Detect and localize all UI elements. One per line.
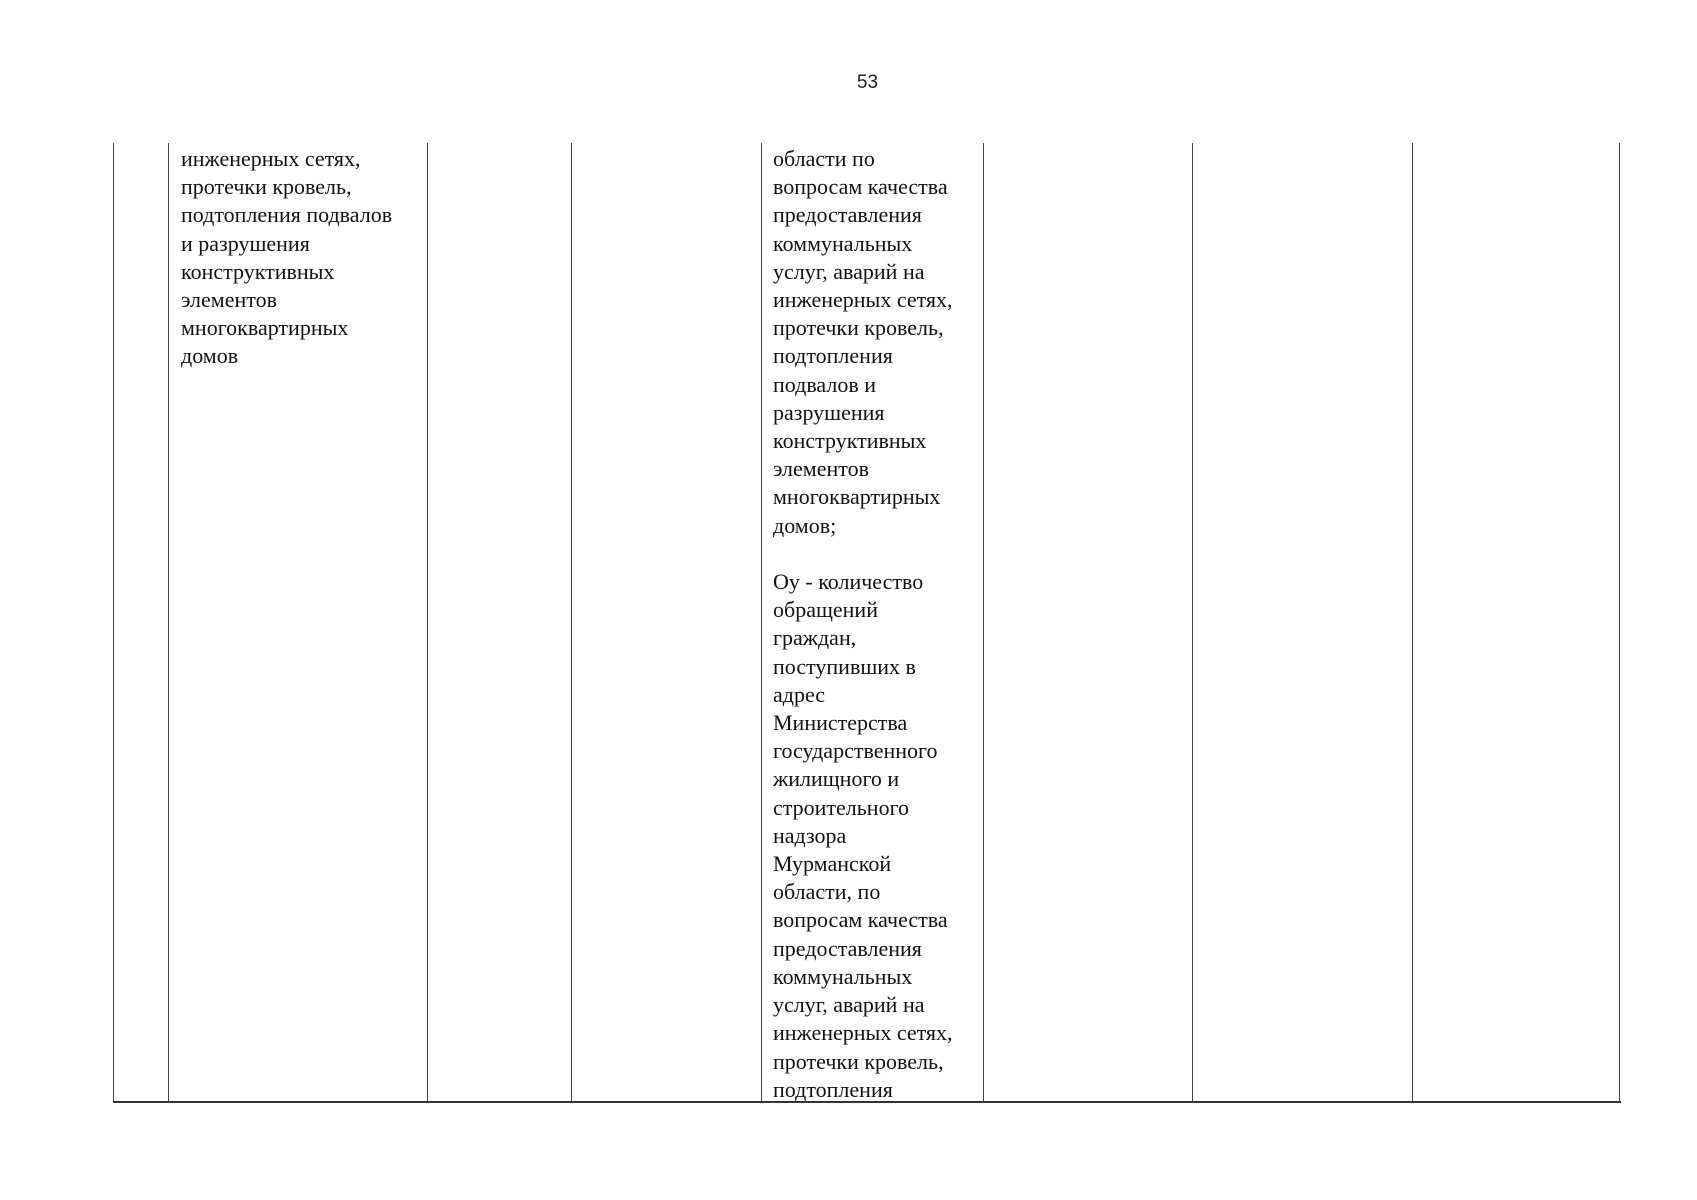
page-number: 53: [856, 72, 879, 93]
table-border-right: [1619, 143, 1620, 1101]
table-border-left: [113, 143, 114, 1101]
column-divider-1: [168, 143, 169, 1101]
table-continuation: [113, 143, 1621, 1103]
column-divider-3: [571, 143, 572, 1101]
table-cell-formula-explanation: области по вопросам качества предоставления коммунальных услуг, аварий на инженерных сетях, протечки кровель, подтопления подвалов и разрушения конструктивных элементов многоквартирных домов; Оу - количество обращений граждан, поступивших в адрес Министерства государственного жилищного и строительного надзора Мурманской области, по вопросам качества предоставления коммунальных услуг, аварий на инженерных сетях, протечки кровель, подтопления: [773, 146, 953, 1102]
table-cell-description: инженерных сетях, протечки кровель, подтопления подвалов и разрушения конструктивных элементов многоквартирных домов: [181, 146, 393, 369]
column-divider-4: [761, 143, 762, 1101]
column-divider-6: [1192, 143, 1193, 1101]
column-divider-7: [1412, 143, 1413, 1101]
